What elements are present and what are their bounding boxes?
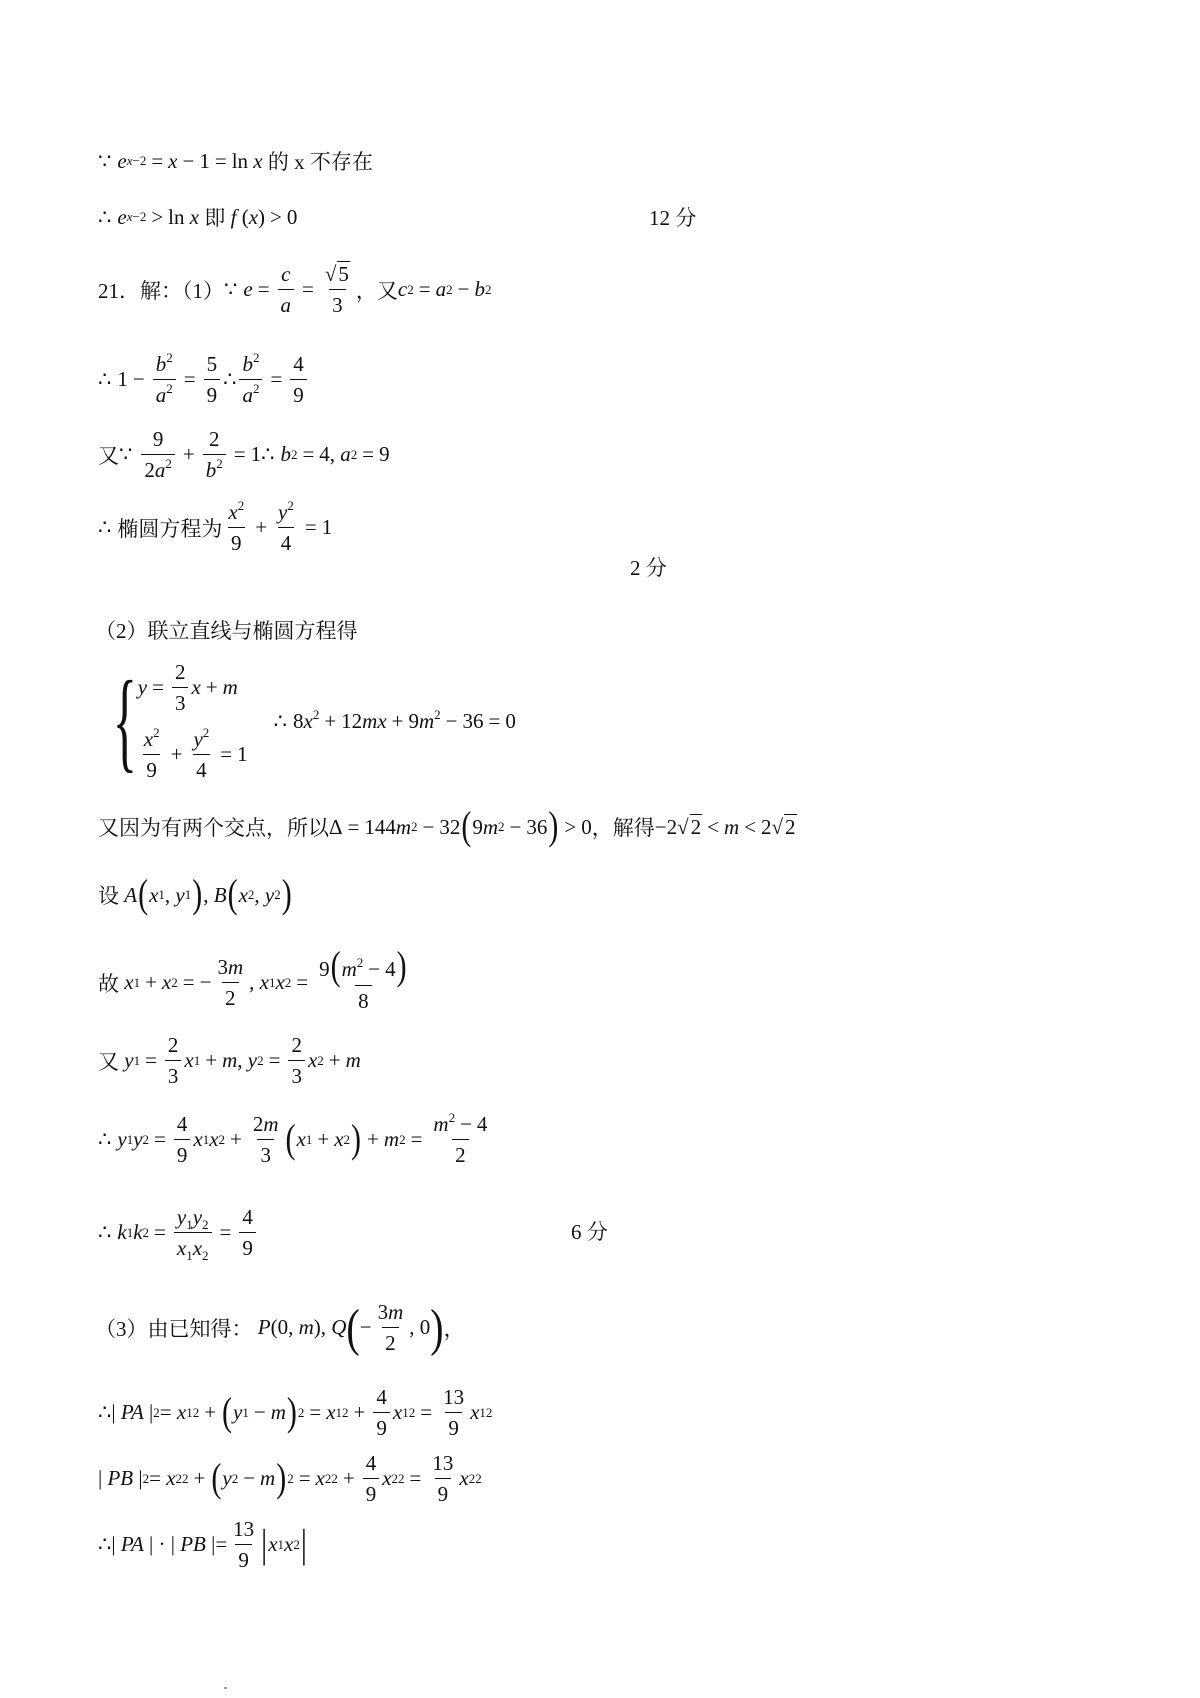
line-4: ∴ 1 − $\frac{b^2}{a^2}$ = $\frac{5}{9}$ ∴ $\frac{b^2}{a^2}$ = $\frac{4}{9}$ xyxy=(98,352,310,407)
line-pa: ∴ | PA | 2 = x 1 2 + ( y 1 − m ) 2 = x 1 2 + $\frac{4}{9}$ x 1 2 = $\frac{13}{9}$ x 1 2 xyxy=(98,1385,493,1441)
because-symbol: ∵ xyxy=(98,148,112,173)
line-part3: （3）由已知得： P (0, m ), Q ( − $\frac{3m}{2}$ , 0 ) ， xyxy=(95,1297,465,1357)
line-vieta: 故 x 1 + x 2 = − $\frac{3m}{2}$ , x 1 x 2 = $\frac{9(m^2 - 4)}{8}$ xyxy=(98,944,407,1013)
line-21-1: 21．解：（1） ∵ e = $\frac{c}{a}$ = $\frac{√5}{3}$ ，又 c 2 = a 2 − b 2 xyxy=(98,262,492,318)
not-exist-text: 的 x 不存在 xyxy=(267,150,373,174)
part-2-heading: （2）联立直线与椭圆方程得 xyxy=(95,619,358,643)
line-points: 设 A ( x 1 , y 1 ) , B ( x 2 , y 2 ) xyxy=(98,872,292,917)
line-k1k2: ∴ k 1 k 2 = $\frac{y_1y_2}{x_1x_2}$ = $\frac{4}{9}$ xyxy=(98,1205,259,1260)
line-1: ∵ e x −2 = x − 1 = ln x 的 x 不存在 xyxy=(98,146,373,176)
score-12: 12 分 xyxy=(649,206,697,230)
line-2: ∴ e x −2 > ln x 即 f ( x ) > 0 xyxy=(98,204,298,230)
line-y-values: 又 y 1 = $\frac{2}{3}$ x 1 + m , y 2 = $\frac{2}{3}$ x 2 + m xyxy=(98,1033,361,1089)
line-5: 又 ∵ $\frac{9}{2a^2}$ + $\frac{2}{b^2}$ = 1 ∴ b 2 = 4, a 2 = 9 xyxy=(98,427,390,483)
line-y1y2: ∴ y 1 y 2 = $\frac{4}{9}$ x 1 x 2 + $\frac{2m}{3}$ ( x 1 + x 2 ) + m 2 = $\frac{m^2 - 4}{2}$ xyxy=(98,1110,488,1168)
line-pb: | PB | 2 = x 2 2 + ( y 2 − m ) 2 = x 2 2 + $\frac{4}{9}$ x 2 2 = $\frac{13}{9}$ x 2 2 xyxy=(98,1451,482,1507)
problem-21-heading: 21．解：（1） xyxy=(98,278,224,303)
line-system: { y = $\frac{2}{3}$ x + m $\frac{x^2}{9}$ + $\frac{y^2}{4}$ = 1 ∴ $8x^2 + 12mx + 9m^2 - 36 = 0$ xyxy=(112,659,516,784)
line-delta: 又因为有两个交点，所以 Δ = 144 m 2 − 32 ( 9 m 2 − 36 ) > 0 ，解得 −2√ 2 < m < 2√ 2 xyxy=(98,804,796,849)
footer-mark xyxy=(224,1687,227,1689)
line-6: ∴ 椭圆方程为 $\frac{x^2}{9}$ + $\frac{y^2}{4}$ = 1 xyxy=(98,498,333,556)
line-pa-pb: ∴ | PA | · | PB |= $\frac{13}{9}$ | x 1 x 2 | xyxy=(98,1517,307,1573)
score-2: 2 分 xyxy=(630,556,667,580)
score-6: 6 分 xyxy=(571,1220,608,1244)
